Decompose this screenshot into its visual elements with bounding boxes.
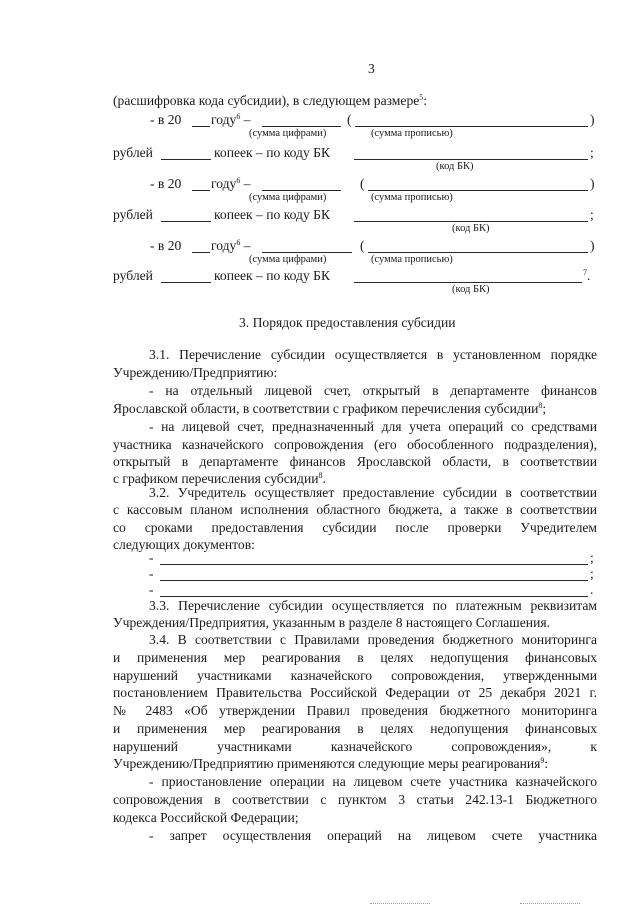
- paragraph-line: постановлением Правительства Российской Федерации от 25 декабря 2021 г.: [113, 685, 597, 700]
- amount-digits-field[interactable]: [262, 126, 341, 127]
- paragraph-line: кодекса Российской Федерации;: [113, 810, 299, 825]
- paragraph-line: - на отдельный лицевой счет, открытый в департаменте финансов: [149, 383, 597, 398]
- amount-words-field[interactable]: [368, 252, 588, 253]
- amount-words-field[interactable]: [355, 126, 588, 127]
- document-field[interactable]: [160, 564, 588, 565]
- year-blank[interactable]: [192, 126, 210, 127]
- paragraph-line: нарушений участниками казначейского сопровождения», к: [113, 739, 597, 754]
- section-title: 3. Порядок предоставления субсидии: [239, 315, 456, 330]
- rubles-field[interactable]: [161, 282, 211, 283]
- scan-artifact-line: [520, 903, 580, 904]
- paragraph-line: 3.2. Учредитель осуществляет предоставление субсидии в соответствии: [149, 485, 597, 500]
- caption-digits: (сумма цифрами): [249, 254, 327, 265]
- year-blank[interactable]: [192, 190, 210, 191]
- paragraph-line: и применения мер реагирования в целях недопущения финансовых: [113, 721, 597, 736]
- line-end: ;: [590, 550, 594, 565]
- line-end: ;: [590, 145, 594, 160]
- document-field[interactable]: [160, 580, 588, 581]
- kop-label: копеек – по коду БК: [214, 145, 331, 160]
- caption-digits: (сумма цифрами): [249, 128, 327, 139]
- paragraph-line: - на лицевой счет, предназначенный для учета операций со средствами: [149, 419, 597, 434]
- kop-label: копеек – по коду БК: [214, 268, 331, 283]
- bk-code-field[interactable]: [354, 159, 588, 160]
- line-end: ;: [590, 207, 594, 222]
- dash: -: [149, 566, 154, 581]
- paragraph-line: Учреждению/Предприятию применяются следующие меры реагирования$^9$:: [113, 756, 549, 771]
- dash: -: [149, 550, 154, 565]
- caption-words: (сумма прописью): [371, 254, 453, 265]
- intro-line: [113, 93, 427, 109]
- rubles-label: рублей: [113, 145, 153, 160]
- caption-digits: (сумма цифрами): [249, 192, 327, 203]
- rubles-label: рублей: [113, 207, 153, 222]
- line-end: ;: [590, 566, 594, 581]
- paragraph-line: открытый в департаменте финансов Ярославской области, в соответствии: [113, 454, 597, 469]
- amount-words-field[interactable]: [368, 190, 588, 191]
- close-paren: ): [590, 112, 595, 127]
- year-word: году$^6$ –: [211, 112, 251, 127]
- caption-bk: (код БК): [436, 161, 474, 172]
- rubles-field[interactable]: [161, 159, 211, 160]
- paragraph-line: участника казначейского сопровождения (его обособленного подразделения),: [113, 437, 597, 452]
- year-word: году$^6$ –: [211, 176, 251, 191]
- caption-bk: (код БК): [452, 284, 490, 295]
- year-prefix: - в 20: [150, 112, 182, 127]
- paragraph-line: со сроками предоставления субсидии после проверки Учредителем: [113, 520, 597, 535]
- bk-code-field[interactable]: [354, 282, 582, 283]
- dash: -: [149, 582, 154, 597]
- paragraph-line: и применения мер реагирования в целях недопущения финансовых: [113, 650, 597, 665]
- paragraph-line: с кассовым планом исполнения областного бюджета, а также в соответствии: [113, 502, 597, 517]
- rubles-field[interactable]: [161, 221, 211, 222]
- open-paren: (: [360, 176, 365, 191]
- intro-text: (расшифровка кода субсидии), в следующем размере: [113, 93, 420, 108]
- kop-label: копеек – по коду БК: [214, 207, 331, 222]
- close-paren: ): [590, 238, 595, 253]
- amount-digits-field[interactable]: [262, 190, 341, 191]
- year-prefix: - в 20: [150, 238, 182, 253]
- line-end: .: [590, 582, 594, 597]
- caption-words: (сумма прописью): [371, 192, 453, 203]
- intro-footnote: 5: [419, 93, 424, 102]
- open-paren: (: [360, 238, 365, 253]
- line-end: $^7$.: [583, 268, 591, 283]
- open-paren: (: [347, 112, 352, 127]
- paragraph-line: Учреждению/Предприятию:: [113, 365, 278, 380]
- year-prefix: - в 20: [150, 176, 182, 191]
- paragraph-line: - приостановление операции на лицевом счете участника казначейского: [149, 774, 597, 789]
- paragraph-line: № 2483 «Об утверждении Правил проведения бюджетного мониторинга: [113, 703, 597, 718]
- caption-bk: (код БК): [452, 223, 490, 234]
- paragraph-line: Ярославской области, в соответствии с графиком перечисления субсидии$^8$;: [113, 401, 547, 416]
- paragraph-line: с графиком перечисления субсидии$^8$.: [113, 471, 326, 486]
- rubles-label: рублей: [113, 268, 153, 283]
- year-blank[interactable]: [192, 252, 210, 253]
- page-number: 3: [368, 61, 375, 76]
- paragraph-line: нарушений участниками казначейского сопровождения, утвержденными: [113, 668, 597, 683]
- paragraph-line: - запрет осуществления операций на лицевом счете участника: [149, 828, 597, 843]
- paragraph-line: 3.4. В соответствии с Правилами проведения бюджетного мониторинга: [149, 632, 597, 647]
- paragraph-line: 3.3. Перечисление субсидии осуществляется по платежным реквизитам: [149, 598, 597, 613]
- amount-digits-field[interactable]: [262, 252, 352, 253]
- bk-code-field[interactable]: [354, 221, 588, 222]
- scan-artifact-line: [370, 903, 430, 904]
- intro-after: :: [423, 93, 428, 108]
- paragraph-line: сопровождения в соответствии с пунктом 3 статьи 242.13-1 Бюджетного: [113, 792, 597, 807]
- close-paren: ): [590, 176, 595, 191]
- paragraph-line: следующих документов:: [113, 537, 255, 552]
- document-field[interactable]: [160, 596, 588, 597]
- paragraph-line: 3.1. Перечисление субсидии осуществляется в установленном порядке: [149, 347, 597, 362]
- paragraph-line: Учреждения/Предприятия, указанным в разделе 8 настоящего Соглашения.: [113, 615, 551, 630]
- year-word: году$^6$ –: [211, 238, 251, 253]
- caption-words: (сумма прописью): [371, 128, 453, 139]
